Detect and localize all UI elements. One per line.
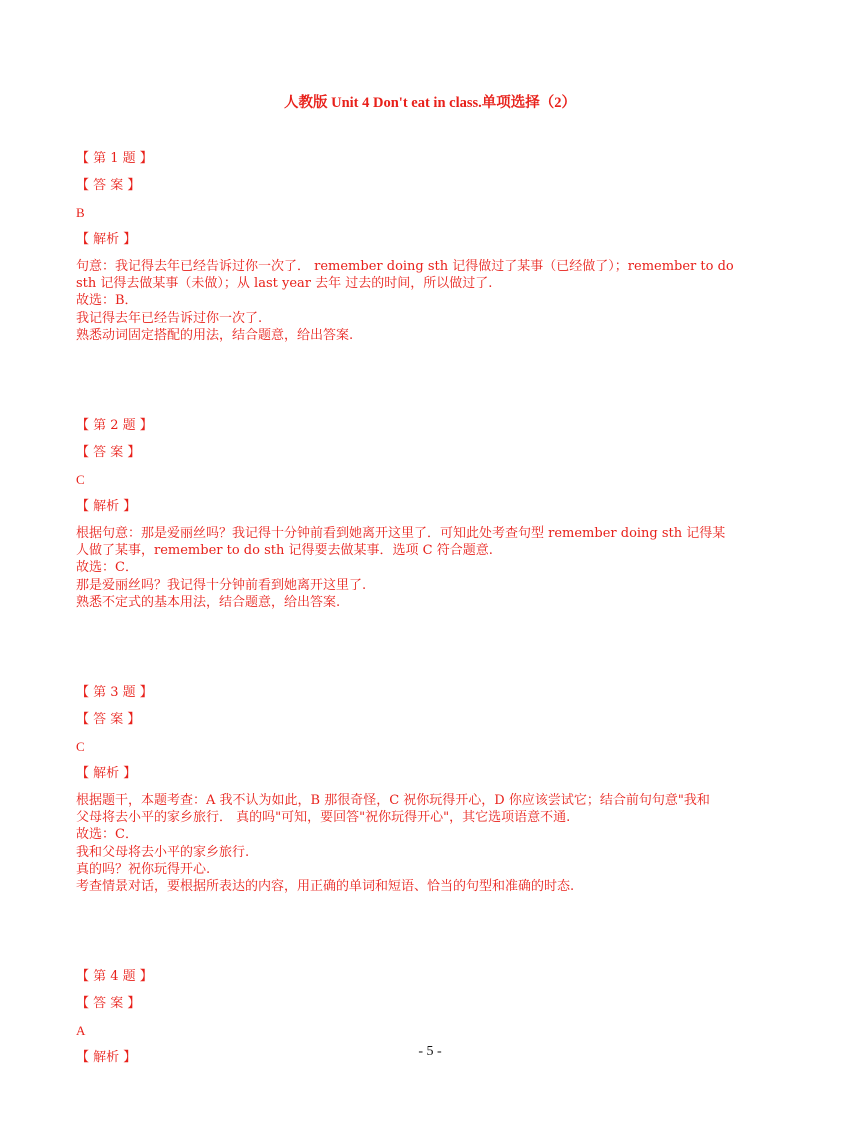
explanation-text [76,525,788,611]
answer-label: 【 答 案 】 [76,712,141,728]
explanation-label: 【 解析 】 [76,499,137,515]
question-list [76,150,788,1140]
explanation-text [76,258,788,344]
explanation-line: sth 记得去做某事（未做）；从 last year 去年 过去的时间，所以做过了. [76,276,493,292]
page-number: - 5 - [418,1044,442,1059]
explanation-label: 【 解析 】 [76,1050,137,1066]
question-heading: 【 第 3 题 】 [76,685,153,701]
explanation-line: 句意：我记得去年已经告诉过你一次了． remember doing sth 记得做过了某事（已经做了）；remember to do [76,259,734,274]
explanation-label: 【 解析 】 [76,766,137,782]
explanation-line: 父母将去小平的家乡旅行． 真的吗"可知，要回答"祝你玩得开心"，其它选项语意不通. [76,810,571,826]
explanation-line: 人做了某事，remember to do sth 记得要去做某事．选项 C 符合题意. [76,543,493,559]
explanation-line: 故选：C． [76,827,138,843]
explanation-line: 真的吗？祝你玩得开心. [76,861,211,877]
explanation-line: 故选：C． [76,560,138,576]
explanation-line: 熟悉不定式的基本用法，结合题意，给出答案. [76,594,341,610]
explanation-label: 【 解析 】 [76,232,137,247]
answer-value: C [76,472,85,488]
question-block [76,150,788,344]
answer-value: A [76,1023,86,1039]
explanation-line: 故选：B． [76,293,138,309]
question-heading: 【 第 4 题 】 [76,969,153,985]
explanation-line: 我和父母将去小平的家乡旅行. [76,844,250,860]
explanation-line: 那是爱丽丝吗？我记得十分钟前看到她离开这里了. [76,577,367,593]
answer-label: 【 答 案 】 [76,178,141,193]
explanation-line: 根据句意：那是爱丽丝吗？我记得十分钟前看到她离开这里了．可知此处考查句型 remember doing sth 记得某 [76,526,726,542]
explanation-text [76,792,788,895]
explanation-line: 我记得去年已经告诉过你一次了. [76,310,263,326]
question-heading: 【 第 1 题 】 [76,151,153,166]
question-heading: 【 第 2 题 】 [76,418,153,434]
answer-value: B [76,205,85,220]
page-title: 人教版 Unit 4 Don't eat in class.单项选择（2） [283,95,577,111]
answer-label: 【 答 案 】 [76,996,141,1012]
explanation-line: 根据题干，本题考查：A 我不认为如此，B 那很奇怪，C 祝你玩得开心，D 你应该尝试它；结合前句句意"我和 [76,793,710,809]
explanation-line: 考查情景对话，要根据所表达的内容，用正确的单词和短语、恰当的句型和准确的时态. [76,879,575,895]
answer-value: C [76,739,85,755]
answer-label: 【 答 案 】 [76,445,141,461]
question-block [76,684,788,895]
explanation-line: 熟悉动词固定搭配的用法，结合题意，给出答案. [76,327,354,343]
question-block [76,417,788,611]
